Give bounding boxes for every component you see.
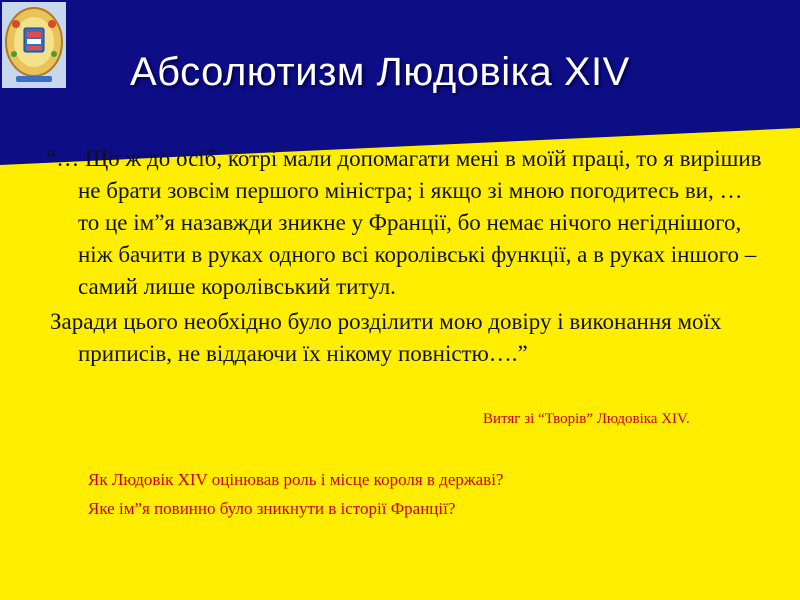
question-list <box>88 465 503 523</box>
quote-attribution: Витяг зі “Творів” Людовіка XIV. <box>483 411 690 427</box>
quote-paragraph-1: “… Що ж до осіб, котрі мали допомагати мені в моїй праці, то я вирішив не брати зовсім першого міністра; і якщо зі мною погодитесь ви, … то це ім”я назавжди зникне у Франції, бо немає нічого негіднішого, ніж бачити в руках одного всі королівські функції, а в руках іншого – самий лише королівський титул. <box>46 146 762 299</box>
coat-of-arms-icon <box>2 2 66 88</box>
quote-paragraph-2: Заради цього необхідно було розділити мою довіру і виконання моїх приписів, не віддаючи їх нікому повністю….” <box>50 309 722 366</box>
question-1: Як Людовік XIV оцінював роль і місце короля в державі? <box>88 470 504 489</box>
quote-block <box>46 143 766 370</box>
slide-title: Абсолютизм Людовіка XIV <box>130 50 630 94</box>
question-2: Яке ім”я повинно було зникнути в історії Франції? <box>88 499 456 518</box>
